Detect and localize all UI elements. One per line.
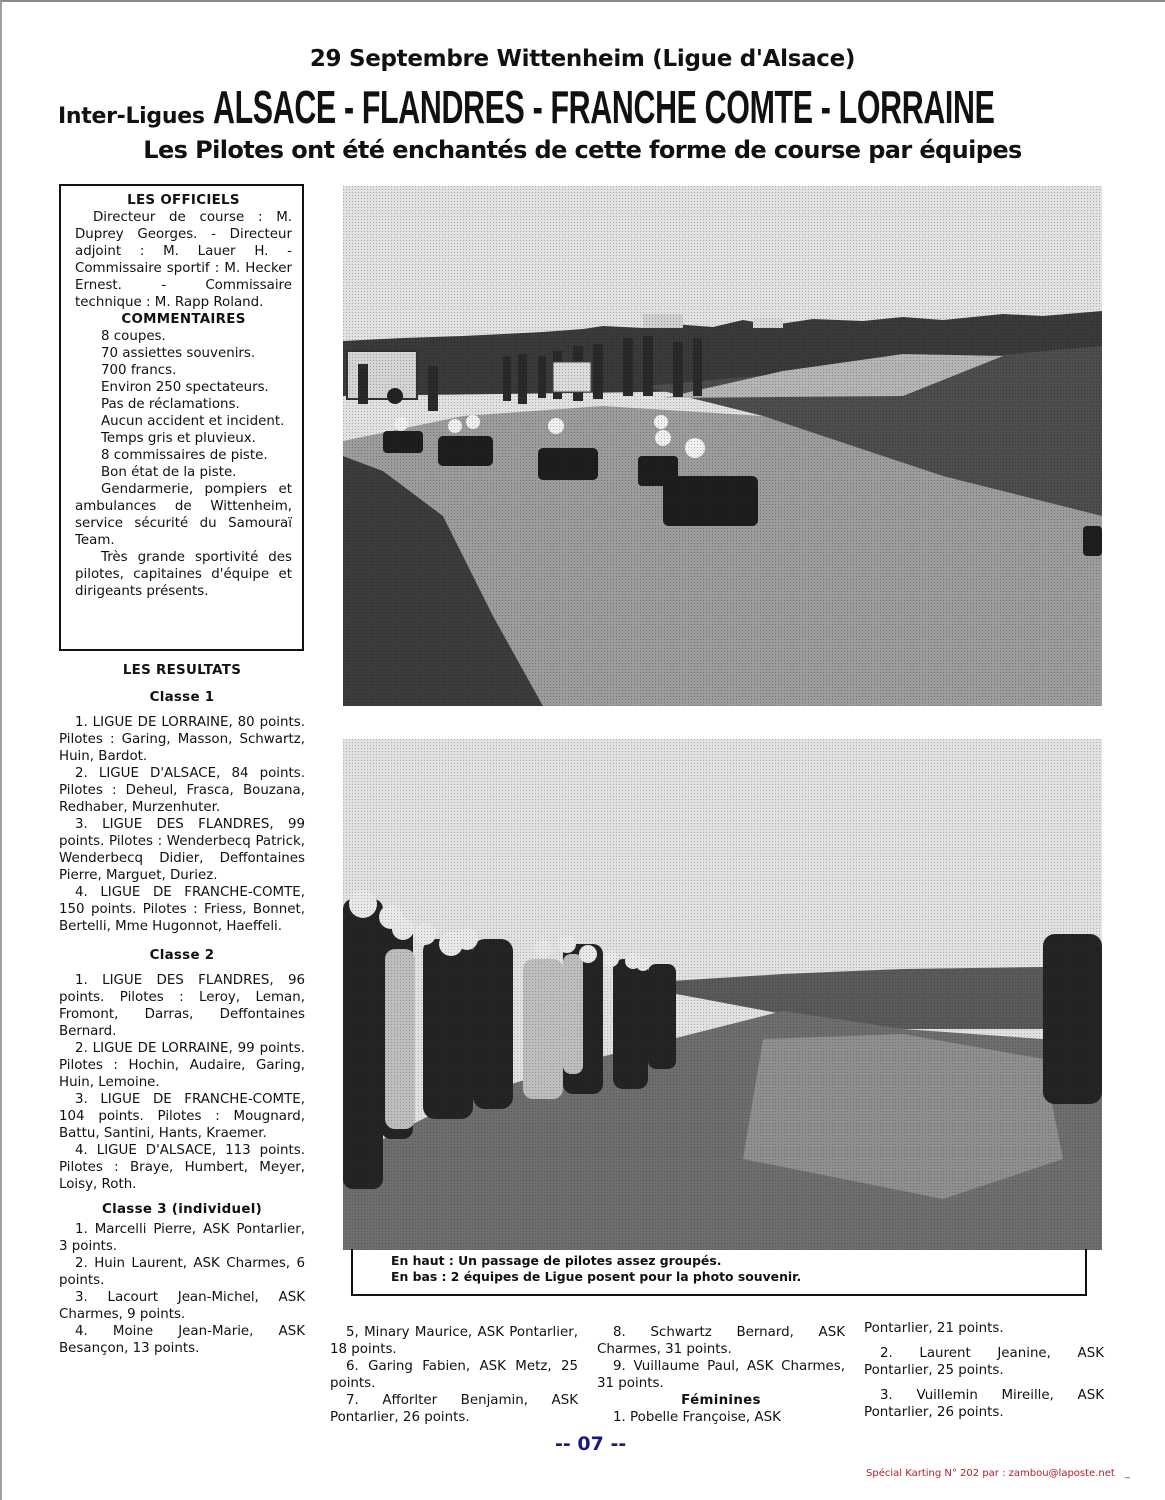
result-entry: 1. LIGUE DE LORRAINE, 80 points. Pilotes : Garing, Masson, Schwartz, Huin, Bardot. xyxy=(59,715,305,764)
caption-line-top: En haut : Un passage de pilotes assez groupés. xyxy=(391,1253,722,1268)
result-entry: 8. Schwartz Bernard, ASK Charmes, 31 points. xyxy=(597,1325,845,1357)
header-prefix: Inter-Ligues xyxy=(58,104,205,129)
result-entry: 4. LIGUE D'ALSACE, 113 points. Pilotes : Braye, Humbert, Meyer, Loisy, Roth. xyxy=(59,1143,305,1192)
resultats-title: LES RESULTATS xyxy=(122,663,242,678)
classe-2-title: Classe 2 xyxy=(149,948,215,963)
result-entry: 1. Marcelli Pierre, ASK Pontarlier, 3 points. xyxy=(59,1222,305,1254)
result-entry: 6. Garing Fabien, ASK Metz, 25 points. xyxy=(330,1359,578,1391)
result-entry: 2. Laurent Jeanine, ASK Pontarlier, 25 points. xyxy=(864,1346,1104,1378)
footer-credit xyxy=(866,1468,1130,1479)
photo-teams-posing-image xyxy=(343,739,1102,1250)
result-entry: 2. LIGUE D'ALSACE, 84 points. Pilotes : Deheul, Frasca, Bouzana, Redhaber, Murzenhuter. xyxy=(59,766,305,815)
comment-item: Gendarmerie, pompiers et ambulances de Wittenheim, service sécurité du Samouraï Team. xyxy=(75,482,292,548)
result-entry: 5, Minary Maurice, ASK Pontarlier, 18 points. xyxy=(330,1325,578,1357)
result-entry: 3. LIGUE DES FLANDRES, 99 points. Pilotes : Wenderbecq Patrick, Wenderbecq Didier, Deffontaines Pierre, Marguet, Duriez. xyxy=(59,817,305,883)
result-entry: 3. LIGUE DE FRANCHE-COMTE, 104 points. Pilotes : Mougnard, Battu, Santini, Hants, Kraemer. xyxy=(59,1092,305,1141)
resultats-column xyxy=(59,662,305,1357)
result-entry: 4. LIGUE DE FRANCHE-COMTE, 150 points. Pilotes : Friess, Bonnet, Bertelli, Mme Hugonnot, Haeffeli. xyxy=(59,885,305,934)
result-entry: 2. Huin Laurent, ASK Charmes, 6 points. xyxy=(59,1256,305,1288)
result-entry: 7. Afforlter Benjamin, ASK Pontarlier, 26 points. xyxy=(330,1393,578,1425)
footer-credit-text: Spécial Karting N° 202 par : zambou@laposte.net xyxy=(866,1468,1115,1479)
header-date-line: 29 Septembre Wittenheim (Ligue d'Alsace) xyxy=(309,46,856,72)
comment-item: Aucun accident et incident. xyxy=(101,414,285,429)
result-entry: 3. Lacourt Jean-Michel, ASK Charmes, 9 points. xyxy=(59,1290,305,1322)
comment-item: 700 francs. xyxy=(101,363,177,378)
result-entry: 1. LIGUE DES FLANDRES, 96 points. Pilotes : Leroy, Leman, Fromont, Darras, Deffontaines Bernard. xyxy=(59,973,305,1039)
comment-item: 8 coupes. xyxy=(101,329,166,344)
header-subtitle: Les Pilotes ont été enchantés de cette forme de course par équipes xyxy=(143,136,1022,164)
officiels-text: Directeur de course : M. Duprey Georges. - Directeur adjoint : M. Lauer H. - Commissaire sportif : M. Hecker Ernest. - Commissaire technique : M. Rapp Roland. xyxy=(75,210,292,310)
page-number: -- 07 -- xyxy=(555,1433,627,1455)
comment-item: Très grande sportivité des pilotes, capitaines d'équipe et dirigeants présents. xyxy=(75,550,292,599)
officiels-title: LES OFFICIELS xyxy=(127,193,240,208)
result-entry: 2. LIGUE DE LORRAINE, 99 points. Pilotes : Hochin, Audaire, Garing, Huin, Lemoine. xyxy=(59,1041,305,1090)
photo-karts-racing xyxy=(343,186,1102,706)
officiels-box xyxy=(59,184,304,651)
caption-line-bottom: En bas : 2 équipes de Ligue posent pour la photo souvenir. xyxy=(391,1269,802,1284)
header-leagues: ALSACE - FLANDRES - FRANCHE COMTE - LORRAINE xyxy=(212,81,995,133)
result-entry-continued: Pontarlier, 21 points. xyxy=(864,1321,1004,1336)
feminines-title: Féminines xyxy=(681,1393,761,1408)
comments-title: COMMENTAIRES xyxy=(121,312,246,327)
comment-item: 70 assiettes souvenirs. xyxy=(101,346,256,361)
result-entry: 3. Vuillemin Mireille, ASK Pontarlier, 26 points. xyxy=(864,1388,1104,1420)
result-entry: 1. Pobelle Françoise, ASK xyxy=(613,1410,781,1425)
comments-list xyxy=(75,328,292,600)
footer-credit-tail: _ xyxy=(1124,1468,1130,1479)
photo-caption xyxy=(351,1249,1087,1296)
results-column-3 xyxy=(597,1324,845,1426)
result-entry: 9. Vuillaume Paul, ASK Charmes, 31 points. xyxy=(597,1359,845,1391)
comment-item: Environ 250 spectateurs. xyxy=(101,380,269,395)
photo-teams-posing xyxy=(343,739,1102,1250)
comment-item: 8 commissaires de piste. xyxy=(101,448,268,463)
comment-item: Temps gris et pluvieux. xyxy=(101,431,256,446)
classe-1-title: Classe 1 xyxy=(149,690,215,705)
header-main-title xyxy=(58,80,1165,134)
photo-karts-racing-image xyxy=(343,186,1102,706)
comment-item: Pas de réclamations. xyxy=(101,397,240,412)
result-entry: 4. Moine Jean-Marie, ASK Besançon, 13 points. xyxy=(59,1324,305,1356)
classe-3-title: Classe 3 (individuel) xyxy=(101,1202,263,1217)
results-column-2 xyxy=(330,1324,578,1426)
comment-item: Bon état de la piste. xyxy=(101,465,237,480)
results-column-4 xyxy=(864,1320,1104,1421)
